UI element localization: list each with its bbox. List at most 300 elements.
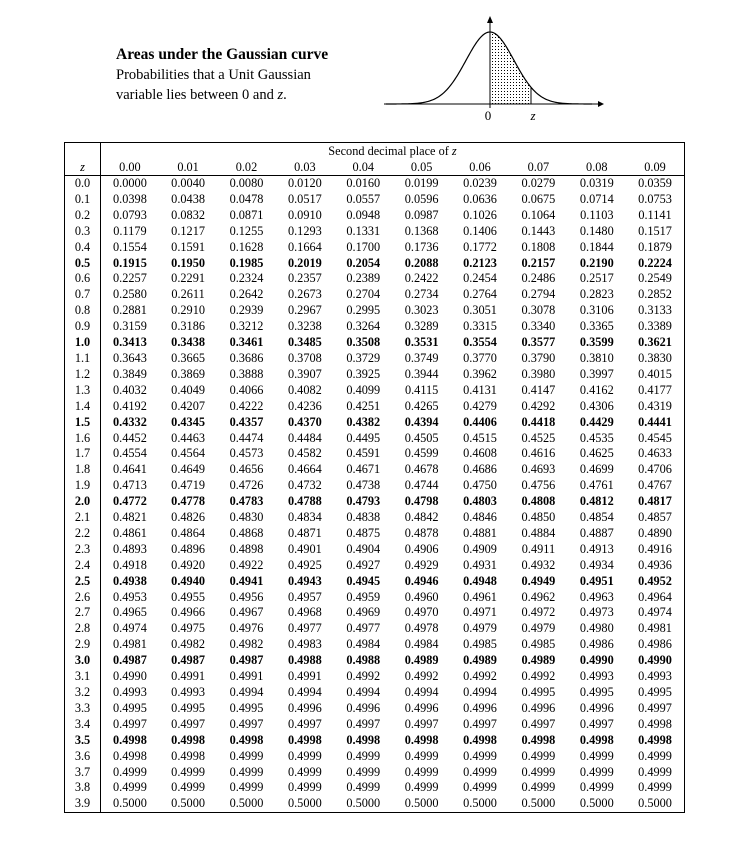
probability-cell: 0.4922 [229,557,264,572]
probability-cell: 0.1700 [346,239,381,254]
probability-cell: 0.4505 [404,430,439,445]
probability-cell: 0.4999 [404,764,439,779]
probability-cell: 0.4934 [579,557,614,572]
z-value-cell: 1.6 [65,431,101,447]
probability-cell: 0.4147 [521,382,556,397]
probability-cell: 0.4946 [404,573,439,588]
probability-cell: 0.5000 [404,796,439,811]
table-row [65,478,685,494]
probability-cell: 0.4357 [229,414,264,429]
probability-cell: 0.4973 [579,605,614,620]
probability-cell: 0.1406 [463,223,497,238]
probability-cell: 0.4936 [638,557,672,572]
probability-cell: 0.3665 [171,350,205,365]
probability-cell: 0.4996 [521,700,556,715]
probability-cell: 0.4515 [463,430,497,445]
probability-cell: 0.3907 [287,366,322,381]
z-value-cell: 1.2 [65,367,101,383]
probability-cell: 0.3106 [579,303,614,318]
probability-cell: 0.0040 [171,176,205,190]
table-row [65,542,685,558]
probability-cell: 0.4998 [579,732,614,747]
probability-cell: 0.4985 [463,637,497,652]
probability-cell: 0.4678 [404,462,439,477]
probability-cell: 0.5000 [113,796,147,811]
probability-cell: 0.4992 [346,669,381,684]
table-row [65,685,685,701]
probability-cell: 0.4981 [113,637,147,652]
probability-cell: 0.4993 [638,669,672,684]
z-value-cell: 2.0 [65,494,101,510]
probability-cell: 0.4998 [113,748,147,763]
probability-cell: 0.4991 [171,669,205,684]
probability-cell: 0.4901 [287,541,322,556]
gaussian-curve [386,32,592,104]
probability-cell: 0.4793 [346,494,381,509]
probability-cell: 0.4998 [171,732,205,747]
probability-cell: 0.4966 [171,605,205,620]
probability-cell: 0.3159 [113,319,147,334]
probability-cell: 0.2580 [113,287,147,302]
probability-cell: 0.4943 [287,573,322,588]
probability-cell: 0.4732 [287,478,322,493]
probability-cell: 0.1480 [579,223,614,238]
probability-cell: 0.4693 [521,462,556,477]
probability-cell: 0.4995 [171,700,205,715]
probability-cell: 0.4990 [113,669,147,684]
probability-cell: 0.3264 [346,319,381,334]
probability-cell: 0.0438 [171,191,205,206]
probability-cell: 0.3888 [229,366,264,381]
probability-cell: 0.3729 [346,350,381,365]
probability-cell: 0.4986 [638,637,672,652]
probability-cell: 0.4964 [638,589,672,604]
probability-cell: 0.4545 [638,430,672,445]
probability-cell: 0.4573 [229,446,264,461]
table-row [65,399,685,415]
z-value-cell: 0.8 [65,303,101,319]
probability-cell: 0.4808 [521,494,556,509]
probability-cell: 0.4931 [463,557,497,572]
probability-cell: 0.4625 [579,446,614,461]
probability-cell: 0.4686 [463,462,497,477]
probability-cell: 0.2157 [521,255,556,270]
table-row [65,367,685,383]
table-row [65,765,685,781]
probability-cell: 0.3621 [638,335,672,350]
probability-cell: 0.4452 [113,430,147,445]
probability-cell: 0.4955 [171,589,205,604]
probability-cell: 0.4778 [171,494,205,509]
probability-cell: 0.3340 [521,319,556,334]
probability-cell: 0.4988 [287,653,322,668]
z-value-cell: 0.4 [65,240,101,256]
probability-cell: 0.4370 [287,414,322,429]
probability-cell: 0.4292 [521,398,556,413]
probability-cell: 0.4994 [404,685,439,699]
probability-cell: 0.3133 [638,303,672,318]
probability-cell: 0.4992 [463,669,497,684]
probability-cell: 0.4997 [521,716,556,731]
probability-cell: 0.4995 [229,700,264,715]
table-row [65,287,685,303]
probability-cell: 0.4649 [171,462,205,477]
probability-cell: 0.4995 [521,685,556,699]
probability-cell: 0.4999 [171,780,205,795]
probability-cell: 0.4890 [638,525,672,540]
page-title: Areas under the Gaussian curve [116,46,329,63]
z-value-cell: 2.7 [65,605,101,621]
probability-cell: 0.4999 [346,748,381,763]
probability-cell: 0.4990 [638,653,672,668]
probability-cell: 0.5000 [463,796,497,811]
column-header: 0.00 [101,159,159,176]
probability-cell: 0.4981 [638,621,672,636]
probability-cell: 0.4222 [229,398,264,413]
table-row [65,383,685,399]
table-row [65,733,685,749]
probability-cell: 0.4975 [171,621,205,636]
probability-cell: 0.4032 [113,382,147,397]
probability-cell: 0.1368 [404,223,439,238]
probability-cell: 0.4999 [113,764,147,779]
probability-cell: 0.4999 [463,764,497,779]
probability-cell: 0.4881 [463,525,497,540]
probability-cell: 0.4999 [521,780,556,795]
probability-cell: 0.1554 [113,239,147,254]
probability-cell: 0.4963 [579,589,614,604]
probability-cell: 0.4920 [171,557,205,572]
probability-cell: 0.4495 [346,430,381,445]
probability-cell: 0.4992 [404,669,439,684]
probability-cell: 0.1664 [287,239,322,254]
table-row [65,431,685,447]
probability-cell: 0.4671 [346,462,381,477]
probability-cell: 0.4998 [171,748,205,763]
gaussian-table [64,142,685,813]
table-row [65,780,685,796]
probability-cell: 0.4719 [171,478,205,493]
z-value-cell: 3.1 [65,669,101,685]
probability-cell: 0.4985 [521,637,556,652]
probability-cell: 0.4162 [579,382,614,397]
table-row [65,605,685,621]
probability-cell: 0.4991 [287,669,322,684]
probability-cell: 0.4817 [638,494,672,509]
probability-cell: 0.4812 [579,494,614,509]
probability-cell: 0.4854 [579,510,614,525]
probability-cell: 0.4838 [346,510,381,525]
probability-cell: 0.1844 [579,239,614,254]
probability-cell: 0.4726 [229,478,264,493]
table-row [65,462,685,478]
probability-cell: 0.3962 [463,366,497,381]
probability-cell: 0.4772 [113,494,147,509]
probability-cell: 0.4918 [113,557,147,572]
probability-cell: 0.4842 [404,510,439,525]
probability-cell: 0.4940 [171,573,205,588]
probability-cell: 0.4996 [463,700,497,715]
probability-cell: 0.3849 [113,366,147,381]
probability-cell: 0.2088 [404,255,439,270]
probability-cell: 0.4868 [229,525,264,540]
probability-cell: 0.4982 [171,637,205,652]
probability-cell: 0.4994 [346,685,381,699]
probability-cell: 0.4983 [287,637,322,652]
probability-cell: 0.3686 [229,350,264,365]
table-row [65,510,685,526]
probability-cell: 0.1255 [229,223,264,238]
probability-cell: 0.4996 [579,700,614,715]
probability-cell: 0.0948 [346,207,381,222]
probability-cell: 0.3997 [579,366,614,381]
probability-cell: 0.2611 [171,287,205,302]
z-value-cell: 0.9 [65,319,101,335]
probability-cell: 0.4990 [579,653,614,668]
probability-cell: 0.4962 [521,589,556,604]
probability-cell: 0.0478 [229,191,264,206]
probability-cell: 0.3186 [171,319,205,334]
z-value-cell: 0.6 [65,271,101,287]
probability-cell: 0.4987 [171,653,205,668]
table-caption-text: Second decimal place of [328,144,449,158]
table-row [65,558,685,574]
probability-cell: 0.4997 [346,716,381,731]
z-value-cell: 2.8 [65,621,101,637]
probability-cell: 0.4279 [463,398,497,413]
probability-cell: 0.4969 [346,605,381,620]
probability-cell: 0.4884 [521,525,556,540]
probability-cell: 0.0557 [346,191,381,206]
probability-cell: 0.0160 [346,176,381,190]
probability-cell: 0.0753 [638,191,672,206]
probability-cell: 0.3531 [404,335,439,350]
probability-cell: 0.4394 [404,414,439,429]
probability-cell: 0.2642 [229,287,264,302]
probability-cell: 0.3554 [463,335,497,350]
probability-cell: 0.4929 [404,557,439,572]
z-value-cell: 3.4 [65,717,101,733]
subtitle-line-2 [116,85,328,105]
probability-cell: 0.4986 [579,637,614,652]
table-caption-row [65,143,685,160]
probability-cell: 0.3413 [113,335,147,350]
column-header: 0.01 [159,159,217,176]
probability-cell: 0.3944 [404,366,439,381]
z-value-cell: 1.1 [65,351,101,367]
z-value-cell: 2.9 [65,637,101,653]
probability-cell: 0.4970 [404,605,439,620]
probability-cell: 0.4957 [287,589,322,604]
probability-cell: 0.4861 [113,525,147,540]
probability-cell: 0.4999 [346,780,381,795]
probability-cell: 0.4857 [638,510,672,525]
probability-cell: 0.4893 [113,541,147,556]
probability-cell: 0.4993 [113,685,147,699]
probability-cell: 0.2910 [171,303,205,318]
probability-cell: 0.4968 [287,605,322,620]
z-value-cell: 1.3 [65,383,101,399]
probability-cell: 0.4998 [463,732,497,747]
table-row [65,637,685,653]
probability-cell: 0.2673 [287,287,322,302]
probability-cell: 0.4599 [404,446,439,461]
table-caption-z: z [451,144,457,158]
probability-cell: 0.1331 [346,223,381,238]
probability-cell: 0.2823 [579,287,614,302]
probability-cell: 0.0832 [171,207,205,222]
probability-cell: 0.2054 [346,255,381,270]
probability-cell: 0.4982 [229,637,264,652]
table-row [65,415,685,431]
probability-cell: 0.1985 [229,255,264,270]
probability-cell: 0.4999 [638,748,672,763]
probability-cell: 0.4995 [579,685,614,699]
probability-cell: 0.4406 [463,414,497,429]
z-value-cell: 2.5 [65,574,101,590]
probability-cell: 0.0319 [579,176,614,190]
probability-cell: 0.4995 [638,685,672,699]
table-caption [101,143,685,160]
z-value-cell: 0.7 [65,287,101,303]
probability-cell: 0.1026 [463,207,497,222]
table-row [65,446,685,462]
probability-cell: 0.4994 [229,685,264,699]
probability-cell: 0.4418 [521,414,556,429]
probability-cell: 0.0359 [638,176,672,190]
probability-cell: 0.4909 [463,541,497,556]
probability-cell: 0.4750 [463,478,497,493]
probability-cell: 0.4535 [579,430,614,445]
probability-cell: 0.4332 [113,414,147,429]
probability-cell: 0.4898 [229,541,264,556]
probability-cell: 0.4971 [463,605,497,620]
subtitle-line-1: Probabilities that a Unit Gaussian [116,67,311,83]
probability-cell: 0.2939 [229,303,264,318]
probability-cell: 0.4049 [171,382,205,397]
probability-cell: 0.4984 [346,637,381,652]
probability-cell: 0.4099 [346,382,381,397]
probability-cell: 0.3461 [229,335,264,350]
probability-cell: 0.4713 [113,478,147,493]
probability-cell: 0.5000 [171,796,205,811]
probability-cell: 0.4998 [521,732,556,747]
probability-cell: 0.4641 [113,462,147,477]
probability-cell: 0.4999 [579,764,614,779]
probability-cell: 0.4265 [404,398,439,413]
probability-cell: 0.1179 [113,223,147,238]
probability-cell: 0.2852 [638,287,672,302]
probability-cell: 0.4474 [229,430,264,445]
table-row [65,653,685,669]
probability-cell: 0.2224 [638,255,672,270]
probability-cell: 0.0517 [287,191,322,206]
probability-cell: 0.1591 [171,239,205,254]
probability-cell: 0.4582 [287,446,322,461]
column-header: 0.09 [626,159,684,176]
probability-cell: 0.4989 [463,653,497,668]
probability-cell: 0.4948 [463,573,497,588]
table-row [65,335,685,351]
probability-cell: 0.4699 [579,462,614,477]
z-value-cell: 3.0 [65,653,101,669]
probability-cell: 0.4798 [404,494,439,509]
z-value-cell: 3.9 [65,796,101,812]
header [116,45,328,105]
probability-cell: 0.4999 [229,748,264,763]
probability-cell: 0.4999 [229,764,264,779]
probability-cell: 0.4999 [287,764,322,779]
z-value-cell: 3.3 [65,701,101,717]
probability-cell: 0.4991 [229,669,264,684]
probability-cell: 0.4997 [404,716,439,731]
probability-cell: 0.4997 [579,716,614,731]
table-row [65,574,685,590]
probability-cell: 0.4997 [113,716,147,731]
probability-cell: 0.4887 [579,525,614,540]
probability-cell: 0.4783 [229,494,264,509]
probability-cell: 0.4177 [638,382,672,397]
probability-cell: 0.4945 [346,573,381,588]
probability-cell: 0.3790 [521,350,556,365]
subtitle-z-variable: z [277,87,284,103]
table-row [65,224,685,240]
probability-cell: 0.2486 [521,271,556,286]
probability-cell: 0.4382 [346,414,381,429]
z-value-cell: 0.2 [65,208,101,224]
probability-cell: 0.3238 [287,319,322,334]
probability-cell: 0.4463 [171,430,205,445]
probability-cell: 0.4999 [638,780,672,795]
probability-cell: 0.4927 [346,557,381,572]
probability-cell: 0.4977 [346,621,381,636]
probability-cell: 0.4984 [404,637,439,652]
probability-cell: 0.4999 [113,780,147,795]
probability-cell: 0.2389 [346,271,381,286]
z-value-cell: 2.6 [65,590,101,606]
probability-cell: 0.4066 [229,382,264,397]
probability-cell: 0.4911 [521,541,556,556]
table-row [65,256,685,272]
z-column-header: z [65,159,101,176]
probability-cell: 0.4998 [229,732,264,747]
probability-cell: 0.3315 [463,319,497,334]
probability-cell: 0.4999 [346,764,381,779]
probability-cell: 0.2123 [463,255,497,270]
probability-cell: 0.0987 [404,207,439,222]
probability-cell: 0.4993 [171,685,205,699]
probability-cell: 0.3051 [463,303,497,318]
probability-cell: 0.3078 [521,303,556,318]
table-row [65,669,685,685]
probability-cell: 0.4756 [521,478,556,493]
probability-cell: 0.3830 [638,350,672,365]
probability-cell: 0.4082 [287,382,322,397]
probability-cell: 0.4959 [346,589,381,604]
probability-cell: 0.4834 [287,510,322,525]
probability-cell: 0.0910 [287,207,322,222]
probability-cell: 0.4925 [287,557,322,572]
table-row [65,590,685,606]
probability-cell: 0.4999 [404,748,439,763]
table-row [65,303,685,319]
probability-cell: 0.2704 [346,287,381,302]
probability-cell: 0.2291 [171,271,205,286]
probability-cell: 0.4236 [287,398,322,413]
probability-cell: 0.2794 [521,287,556,302]
probability-cell: 0.0000 [113,176,147,190]
subtitle-period: . [283,87,287,103]
